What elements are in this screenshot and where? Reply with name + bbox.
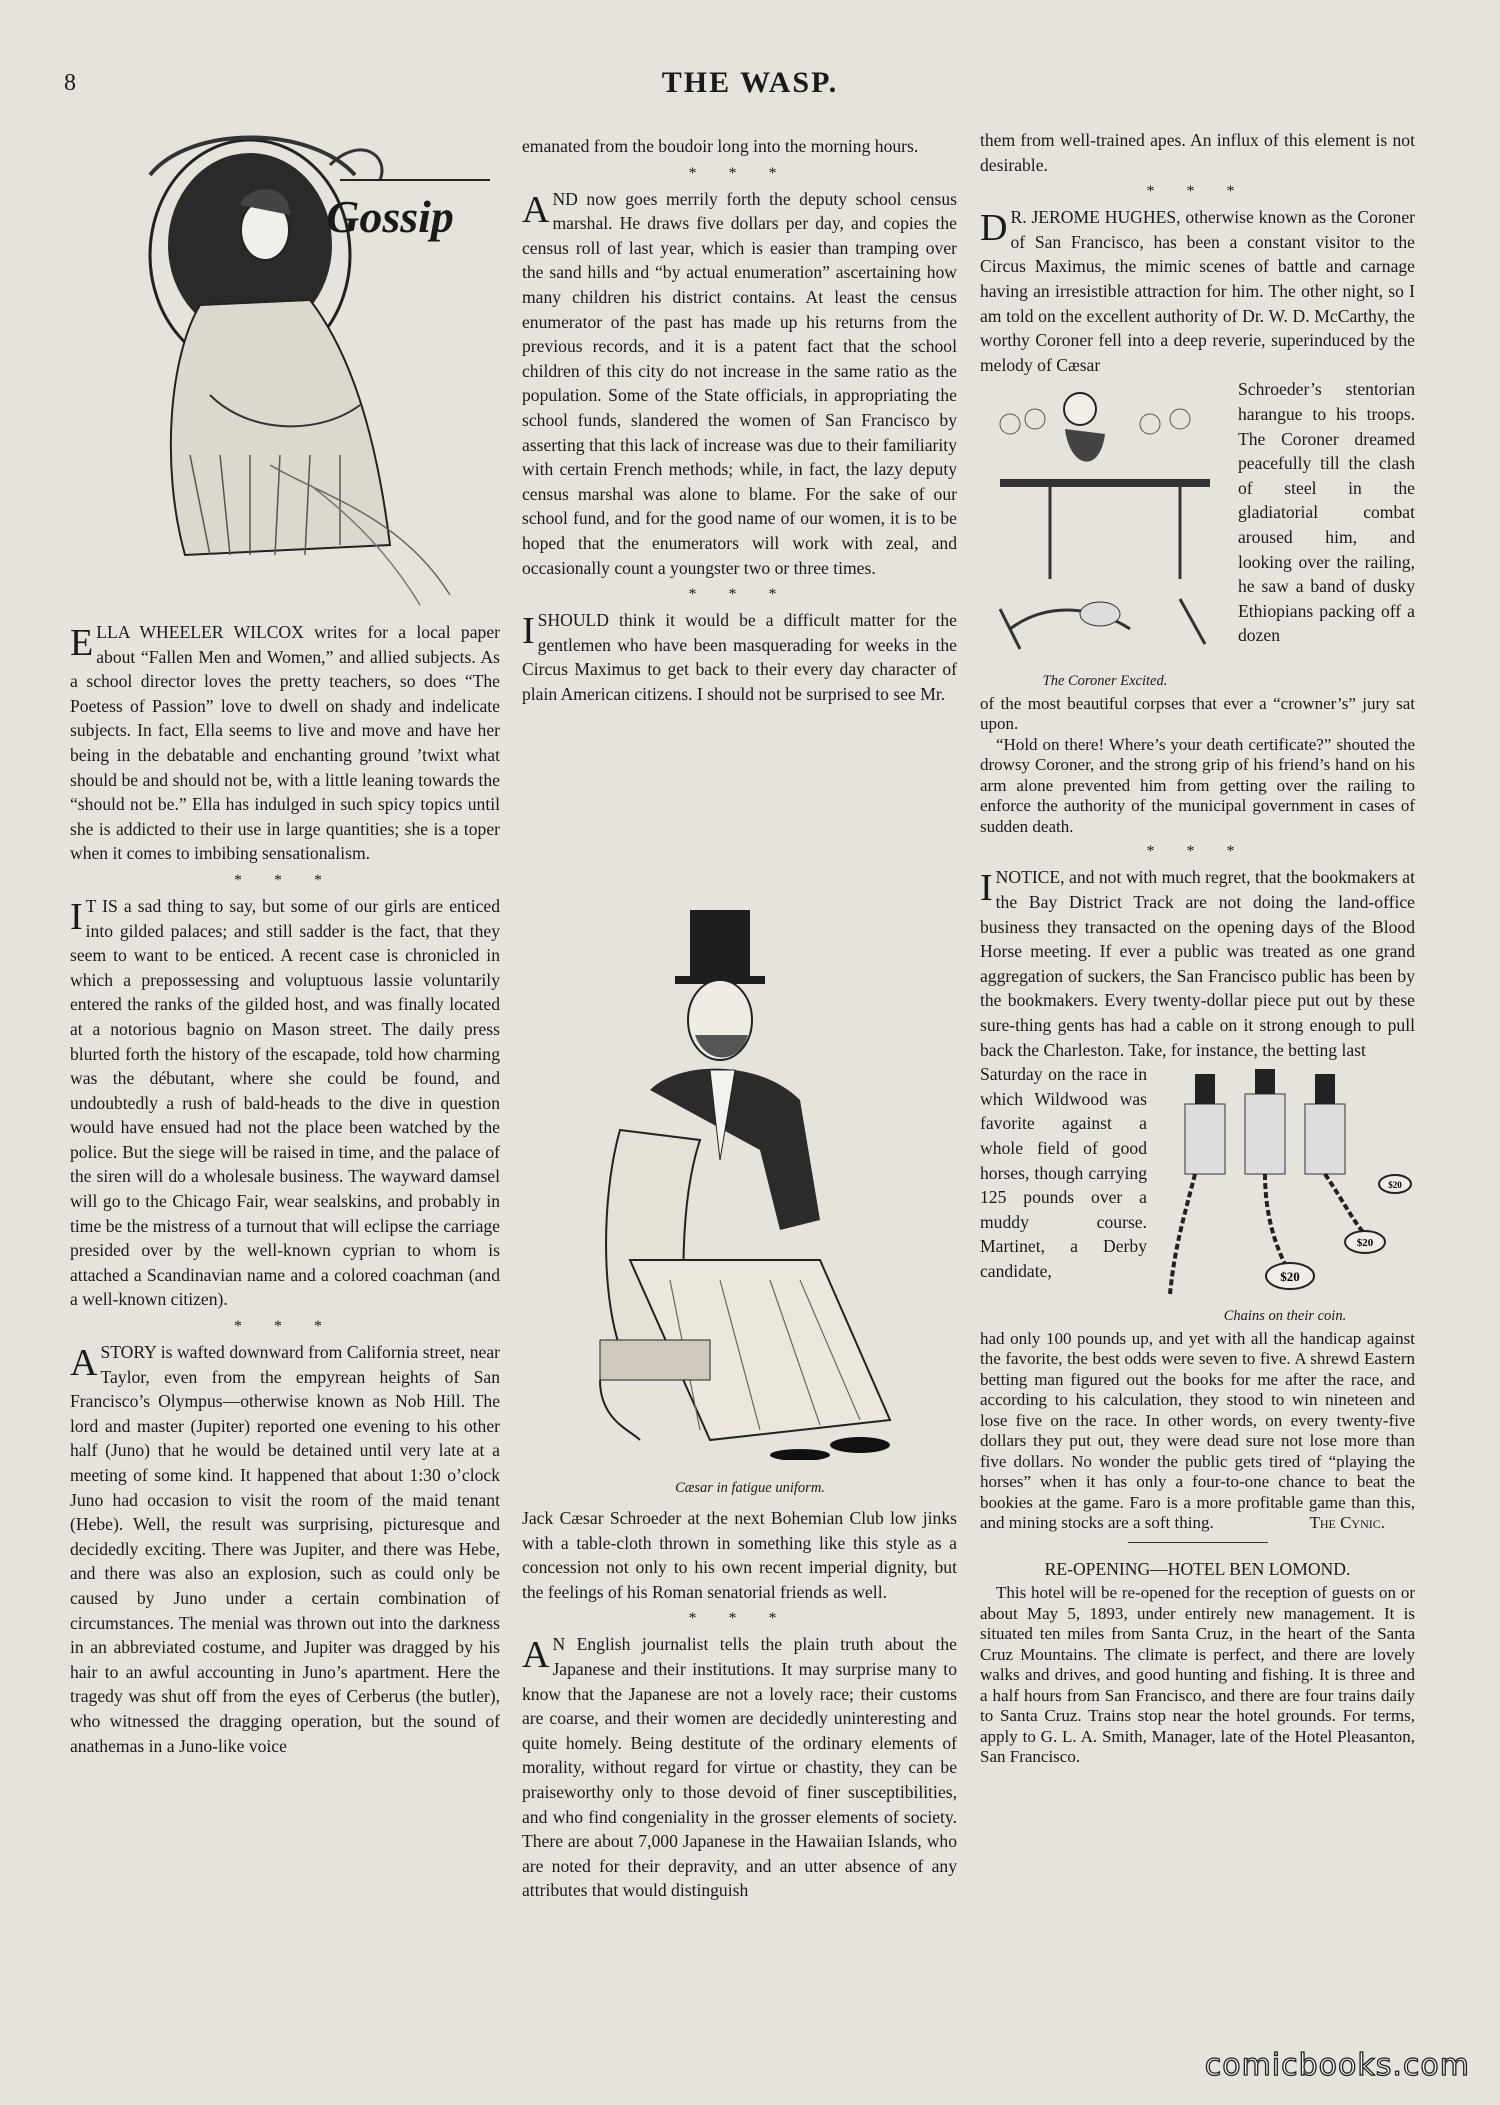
coroner-caption: The Coroner Excited. — [1042, 673, 1168, 690]
article-coroner: D R. JEROME HUGHES, otherwise known as the Coroner of San Francisco, has been a constant visitor to the Circus Maximus, the mimic scenes of battle and carnage having an irresistible attraction for him. The other night, so I am told on the excellent authority of Dr. W. D. McCarthy, the worthy Coroner fell into a deep reverie, superinduced by the melody of Cæsar — [980, 207, 1415, 375]
coin-label: $20 — [1388, 1180, 1402, 1191]
article-japanese: A N English journalist tells the plain truth about the Japanese and their institutions. It may surprise many to know that the Japanese are not a lovely race; their customs are coarse, and their women are decidedly uninteresting and quite homely. Being destitute of the ordinary elements of morality, without regard for virtue or chastity, they can be praiseworthy only to those devoid of finer susceptibilities, and who find congeniality in the grosser elements of society. There are about 7,000 Japanese in the Hawaiian Islands, who are noted for their depravity, and an utter absence of any attributes that would distinguish — [522, 1634, 957, 1901]
column-2-bottom — [522, 1506, 957, 1903]
divider-rule — [1128, 1542, 1268, 1543]
signature: The Cynic. — [1309, 1513, 1385, 1533]
section-divider: * * * — [688, 164, 791, 182]
drop-cap: I — [980, 867, 993, 910]
article-bookmakers-end: had only 100 pounds up, and yet with all the handicap against the favorite, the best odds were seven to five. A shrewd Eastern betting man figured out the books for me after the race, and according to his calculation, they stood to win nineteen and lose five on the race. In other words, on every twenty-five dollars they put out, they were dead sure not lose more than five dollars. No wonder the public gets tired of “playing the horses” when it has only a four-to-one chance to beat the bookies at the game. Faro is a more profitable game than this, and mining stocks are a soft thing. The Cynic. — [980, 1328, 1415, 1533]
section-divider: * * * — [688, 586, 791, 604]
article-census-marshal: AND now goes merrily forth the deputy school census marshal. He draws five dollars per day, and copies the census roll of last year, which is easier than tramping over the sand hills and “by actual enumeration” ascertaining how many children his district contains. At least the census enumerator of the past has made up his returns from the previous records, and it is a patent fact that the school children of this city do not increase in the same ratio as the population. Some of the State officials, in appropriating the school funds, slandered the women of San Francisco by asserting that this lack of increase was due to their familiarity with certain French methods; while, in fact, the lazy deputy census marshal was alone to blame. For the sake of our school fund, and for the good name of our women, it is to be hoped that the enumerators will work with zeal, and occasionally count a youngster two or three times. — [522, 188, 957, 578]
drop-cap: E — [70, 622, 94, 664]
watermark: comicbooks.com — [1204, 2048, 1470, 2083]
section-divider: * * * — [1146, 183, 1249, 201]
article-bookmakers: I NOTICE, and not with much regret, that the bookmakers at the Bay District Track are not doing the land-office business they transacted on the opening days of the Blood Horse meeting. If ever a public was treated as one grand aggregation of suckers, the San Francisco public has been by the bookmakers. Every twenty-dollar piece put out by these sure-thing gents has had a cable on it strong enough to pull back the Charleston. Take, for instance, the betting last — [980, 867, 1415, 1060]
column-1 — [70, 620, 500, 1758]
column-3 — [980, 128, 1415, 1768]
drop-cap: A — [522, 1634, 550, 1677]
article-coroner-quote: “Hold on there! Where’s your death certificate?” shouted the drowsy Coroner, and the strong grip of his friend’s hand on his arm alone prevented him from getting over the railing to enforce the authority of the municipal government in cases of sudden death. — [980, 734, 1415, 836]
section-divider: * * * — [688, 1610, 791, 1628]
article-gilded-palaces: I T IS a sad thing to say, but some of our girls are enticed into gilded palaces; and still sadder is the fact, that they seem to want to be enticed. A recent case is chronicled in which a prepossessing and voluptuous lassie voluntarily entered the ranks of the gilded host, and was finally located at a notorious bagnio on Mason street. The daily press blurted forth the history of the escapade, told how charming was the débutant, where she could be found, and undoubtedly a rush of bald-heads to the dive in question would have ensued had not the place been watched by the police. But the siege will be raised in time, and the palace of the siren will do a wholesale business. The wayward damsel will go to the Chicago Fair, wear sealskins, and probably in time be the mistress of a turnout that will eclipse the carriage presided over by the well-known cyprian to whom is attached a Scandinavian name and a colored coachman (and a well-known citizen). — [70, 895, 500, 1310]
coin-label: $20 — [1280, 1269, 1300, 1285]
drop-cap: I — [522, 610, 535, 653]
article-schroeder: Jack Cæsar Schroeder at the next Bohemian Club low jinks with a table-cloth thrown in something like this style as a concession not only to his own recent imperial dignity, but the feelings of his Roman senatorial friends as well. — [522, 1508, 957, 1602]
gossip-illustration — [90, 135, 490, 615]
article-coroner-wrap: Schroeder’s stentorian harangue to his troops. The Coroner dreamed peacefully till the clash of steel in the gladiatorial combat aroused him, and looking over the railing, he saw a band of dusky Ethiopians packing off a dozen — [1238, 379, 1415, 646]
section-divider: * * * — [234, 871, 336, 889]
coin-label: $20 — [1356, 1237, 1374, 1250]
drop-cap: A — [522, 188, 550, 231]
notice-hotel: This hotel will be re-opened for the reception of guests on or about May 5, 1893, under entirely new management. It is situated ten miles from Santa Cruz, in the heart of the Santa Cruz Mountains. The climate is perfect, and there are lovely walks and drives, and good hunting and fishing. It is three and a half hours from San Francisco, and there are four trains daily to Santa Cruz. Trains stop near the hotel grounds. For terms, apply to G. L. A. Smith, Manager, late of the Hotel Pleasanton, San Francisco. — [980, 1583, 1415, 1767]
drop-cap: I — [70, 895, 83, 938]
masthead-title: THE WASP. — [661, 66, 839, 99]
article-nob-hill: A STORY is wafted downward from California street, near Taylor, even from the empyrean heights of San Francisco’s Olympus—otherwise known as Nob Hill. The lord and master (Jupiter) reported one evening to his other half (Juno) that he would be detained until very late at a meeting of some kind. It happened that about 1:30 o’clock Juno had occasion to visit the room of the maid tenant (Hebe). Well, the result was surprising, picturesque and decidedly exciting. There was Jupiter, and there was Hebe, and there was also an explosion, such as could only be caused by Juno under a certain combination of circumstances. The menial was thrown out into the darkness in an abbreviated costume, and Jupiter was dragged by his hair to an awful accounting in Juno’s apartment. Here the tragedy was shut off from the eyes of Cerberus (the butler), who witnessed the dragging operation, but the sound of anathemas in a Juno-like voice — [70, 1342, 500, 1756]
chains-illustration — [1155, 1064, 1415, 1304]
article-circus-maximus: I SHOULD think it would be a difficult matter for the gentlemen who have been masquerading for weeks in the Circus Maximus to get back to their every day character of plain American citizens. I should not be surprised to see Mr. — [522, 610, 957, 704]
article-continuation: emanated from the boudoir long into the morning hours. — [522, 136, 919, 156]
drop-cap: D — [980, 207, 1008, 250]
article-bookmakers-wrap: Saturday on the race in which Wildwood was favorite against a whole field of good horses, though carrying 125 pounds over a muddy course. Martinet, a Derby candidate, — [980, 1064, 1147, 1281]
caesar-caption: Cæsar in fatigue uniform. — [675, 1480, 825, 1496]
page-number: 8 — [64, 70, 76, 96]
drop-cap: A — [70, 1342, 98, 1385]
notice-title: RE-OPENING—HOTEL BEN LOMOND. — [1044, 1558, 1351, 1579]
gossip-title: Gossip — [326, 191, 454, 242]
section-divider: * * * — [234, 1318, 336, 1336]
section-divider: * * * — [1146, 843, 1249, 861]
chains-caption: Chains on their coin. — [1223, 1308, 1347, 1325]
column-2 — [522, 134, 957, 706]
article-coroner-end: of the most beautiful corpses that ever a “crowner’s” jury sat upon. — [980, 693, 1415, 734]
article-wilcox: ELLA WHEELER WILCOX writes for a local paper about “Fallen Men and Women,” and allied subjects. As a school director loves the pretty teachers, so does “The Poetess of Passion” love to dwell on shady and indelicate subjects. In fact, Ella seems to live and move and have her being in the debatable and enchanting ground ’twixt what should be and should not be, with a little leaning towards the “should not be.” Ella has indulged in such spicy topics until she is addicted to their use in large quantities; she is a toper when it comes to imbibing sensationalism. — [70, 622, 500, 864]
caesar-illustration — [560, 900, 940, 1460]
article-continuation: them from well-trained apes. An influx of this element is not desirable. — [980, 130, 1415, 175]
coroner-illustration — [980, 379, 1230, 669]
